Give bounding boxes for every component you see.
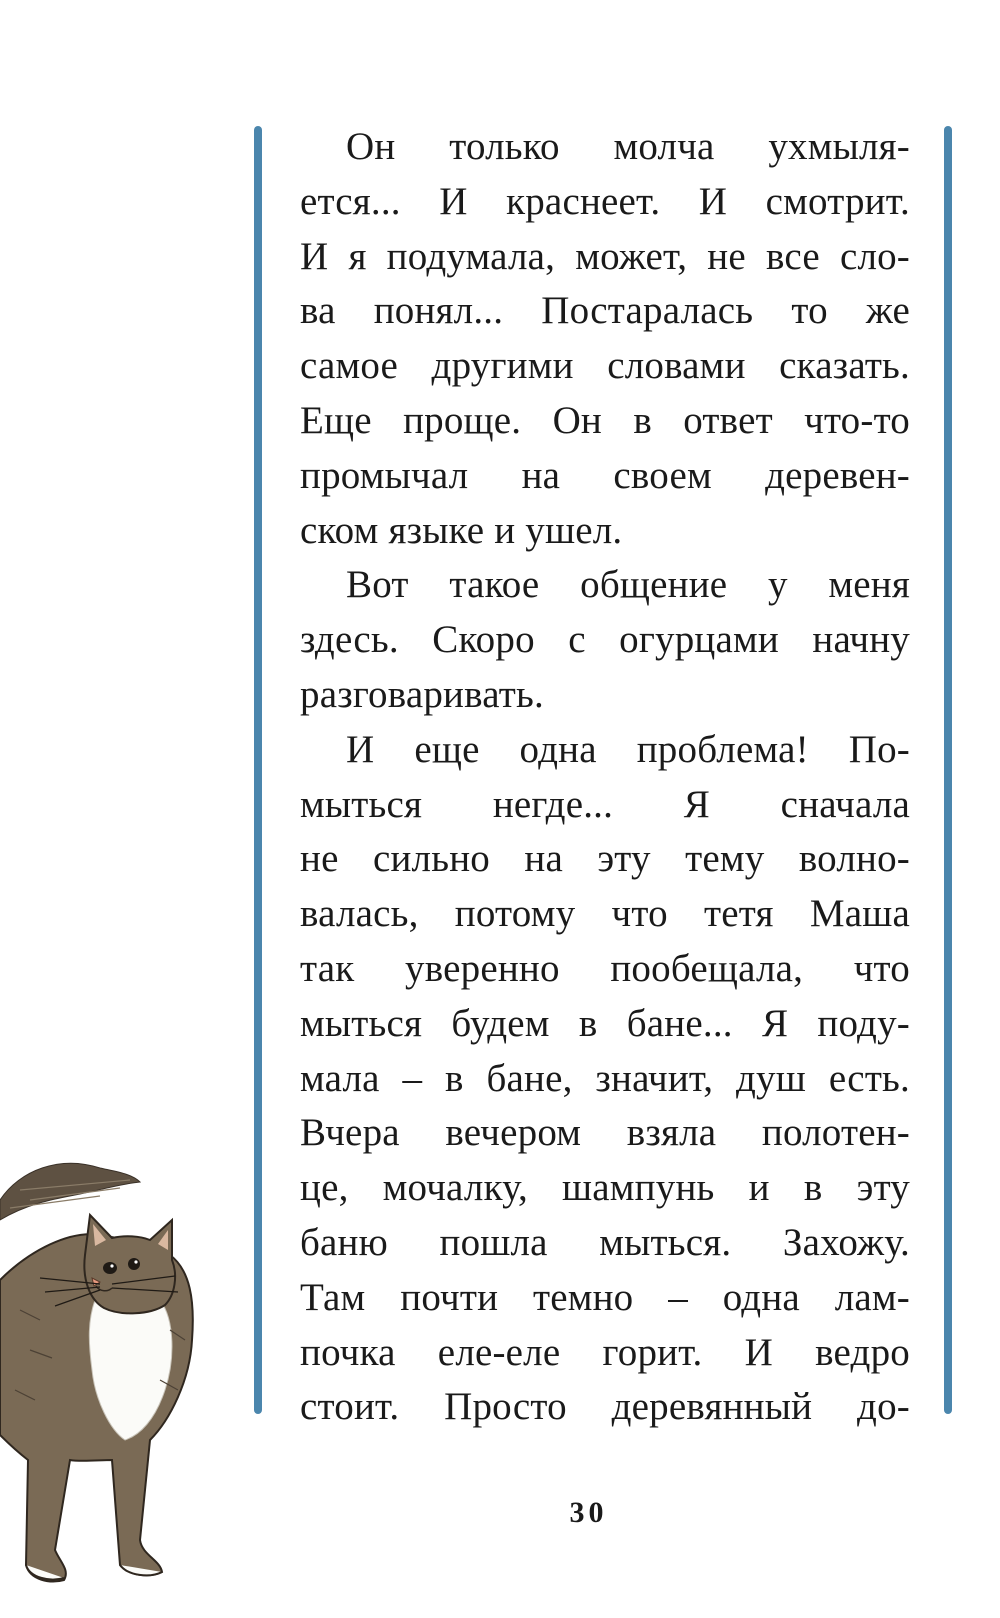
text-line: Он только молча ухмыля- <box>346 125 910 168</box>
text-line: не сильно на эту тему волно- <box>300 837 910 881</box>
text-line: стоит. Просто деревянный до- <box>300 1385 910 1429</box>
text-line: валась, потому что тетя Маша <box>300 892 910 936</box>
text-line: Вчера вечером взяла полотен- <box>300 1111 910 1155</box>
text-line: Вот такое общение у меня <box>346 563 910 607</box>
text-line: И я подумала, может, не все сло- <box>300 234 910 278</box>
body-text <box>300 120 910 1435</box>
left-margin-rule <box>254 126 262 1414</box>
text-line: Там почти темно – одна лам- <box>300 1275 910 1319</box>
right-margin-rule <box>944 126 952 1414</box>
text-line: разговаривать. <box>300 672 544 716</box>
cat-eye <box>103 1262 117 1274</box>
text-line: почка еле-еле горит. И ведро <box>300 1330 910 1374</box>
text-line: промычал на своем деревен- <box>300 453 910 497</box>
text-line: мыться будем в бане... Я поду- <box>300 1001 910 1045</box>
text-line: ском языке и ушел. <box>300 508 623 552</box>
cat-illustration-icon <box>0 1160 210 1600</box>
cat-tail <box>0 1163 140 1220</box>
text-line: И еще одна проблема! По- <box>346 727 910 771</box>
text-line: мыться негде... Я сначала <box>300 782 910 826</box>
text-line: Еще проще. Он в ответ что-то <box>300 398 910 442</box>
text-line: ется... И краснеет. И смотрит. <box>300 179 910 223</box>
text-line: баню пошла мыться. Захожу. <box>300 1220 910 1264</box>
text-line: це, мочалку, шампунь и в эту <box>300 1166 910 1210</box>
cat-eye <box>128 1258 140 1270</box>
text-line: самое другими словами сказать. <box>300 344 910 388</box>
text-line: мала – в бане, значит, душ есть. <box>300 1056 910 1100</box>
text-line: здесь. Скоро с огурцами начну <box>300 618 910 662</box>
page-number: 30 <box>569 1496 608 1529</box>
text-line: ва понял... Постаралась то же <box>300 289 910 333</box>
text-line: так уверенно пообещала, что <box>300 946 910 990</box>
